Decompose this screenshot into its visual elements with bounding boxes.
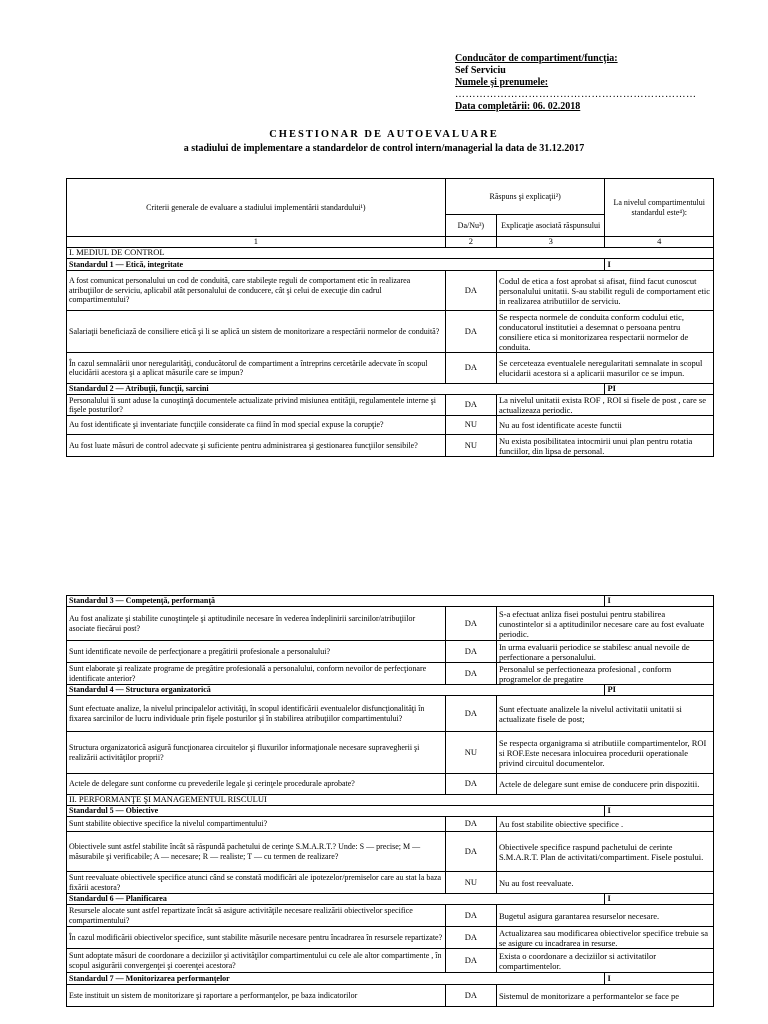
criterion-question: Sunt identificate nevoile de perfecţionare a pregătirii profesionale a personalului? (67, 641, 446, 663)
answer-da-nu: DA (445, 353, 496, 384)
header-level: La nivelul compartimentului standardul este⁴): (605, 179, 714, 237)
answer-explanation: Actele de delegare sunt emise de conducere prin dispozitii. (496, 774, 713, 795)
header-explanation: Explicaţie asociată răspunsului (496, 215, 605, 237)
criterion-question: Sunt elaborate şi realizate programe de pregătire profesională a personalului, conform nevoilor de perfecţionare identificate anterior? (67, 663, 446, 685)
answer-da-nu: DA (445, 774, 496, 795)
standard-heading: Standardul 3 — Competenţă, performanţă (67, 596, 605, 607)
column-number: 1 (67, 237, 446, 248)
criterion-question: În cazul modificării obiectivelor specifice, sunt stabilite măsurile necesare pentru încadrarea în resursele repartizate? (67, 927, 446, 949)
header-da-nu: Da/Nu³) (445, 215, 496, 237)
answer-explanation: Nu au fost identificate aceste functii (496, 416, 713, 435)
column-number: 2 (445, 237, 496, 248)
role-value: Sef Serviciu (455, 65, 506, 76)
answer-da-nu: NU (445, 435, 496, 457)
answer-explanation: Exista o coordonare a deciziilor si activitatilor compartimentelor. (496, 949, 713, 973)
criterion-question: Sunt stabilite obiective specifice la nivelul compartimentului? (67, 817, 446, 832)
answer-explanation: La nivelul unitatii exista ROF , ROI si fisele de post , care se actualizeaza periodic. (496, 395, 713, 416)
answer-explanation: Se respecta organigrama si atributiile compartimentelor, ROI si ROF.Este necesara inlocuirea procedurii operationale privind circuitul documentelor. (496, 732, 713, 774)
answer-da-nu: DA (445, 985, 496, 1007)
answer-da-nu: NU (445, 872, 496, 894)
column-number: 4 (605, 237, 714, 248)
answer-da-nu: DA (445, 663, 496, 685)
completion-date: Data completării: 06. 02.2018 (455, 101, 581, 112)
answer-da-nu: DA (445, 311, 496, 353)
criterion-question: A fost comunicat personalului un cod de conduită, care stabileşte reguli de comportament etic în realizarea atribuţiilor de serviciu, aplicabil atât personalului de conducere, cât şi celui de execuţie din cadrul compartimentului? (67, 271, 446, 311)
answer-explanation: S-a efectuat anliza fisei postului pentru stabilirea cunostintelor si a aptitudinilor necesare care au fost evaluate periodic. (496, 607, 713, 641)
section-heading: I. MEDIUL DE CONTROL (67, 248, 714, 259)
document-title: CHESTIONAR DE AUTOEVALUARE (269, 129, 499, 140)
standard-heading: Standardul 5 — Obiective (67, 806, 605, 817)
answer-explanation: Nu au fost reevaluate. (496, 872, 713, 894)
criterion-question: Sunt reevaluate obiectivele specifice atunci când se constată modificări ale ipotezelor/premiselor care au stat la baza fixării acestora? (67, 872, 446, 894)
answer-explanation: Sunt efectuate analizele la nivelul activitatii unitatii si actualizate fisele de post; (496, 696, 713, 732)
document-header (455, 53, 697, 113)
standard-level-mark: I (605, 894, 714, 905)
answer-explanation: Se respecta normele de conduita conform codului etic, conducatorul institutiei a desemnat o persoana pentru consiliere etica si monitorizarea respectarii normelor de conduita. (496, 311, 713, 353)
answer-explanation: Nu exista posibilitatea intocmirii unui plan pentru rotatia funciilor, din lipsa de personal. (496, 435, 713, 457)
standard-heading: Standardul 1 — Etică, integritate (67, 259, 605, 271)
answer-explanation: Sistemul de monitorizare a performantelor se face pe (496, 985, 713, 1007)
criterion-question: Structura organizatorică asigură funcţionarea circuitelor şi fluxurilor informaţionale necesare supravegherii şi realizării activităţilor proprii? (67, 732, 446, 774)
standard-level-mark: PI (605, 384, 714, 395)
name-placeholder-dots: …………………………………………………………… (455, 89, 697, 100)
answer-explanation: In urma evaluarii periodice se stabilesc anual nevoile de perfectionare a personalului. (496, 641, 713, 663)
answer-explanation: Au fost stabilite obiective specifice . (496, 817, 713, 832)
answer-da-nu: DA (445, 607, 496, 641)
criterion-question: Sunt adoptate măsuri de coordonare a deciziilor şi activităţilor compartimentului cu cele ale altor compartimente , în scopul asigurării convergenţei şi coerenţei acestora? (67, 949, 446, 973)
standard-level-mark: PI (605, 685, 714, 696)
answer-da-nu: NU (445, 732, 496, 774)
criterion-question: Au fost analizate şi stabilite cunoştinţele şi aptitudinile necesare în vederea îndeplinirii sarcinilor/atribuţiilor asociate fiecărui post? (67, 607, 446, 641)
answer-da-nu: DA (445, 905, 496, 927)
answer-da-nu: DA (445, 949, 496, 973)
column-number: 3 (496, 237, 605, 248)
answer-da-nu: DA (445, 271, 496, 311)
header-response: Răspuns şi explicaţii²) (445, 179, 605, 215)
criterion-question: Au fost identificate şi inventariate funcţiile considerate ca fiind în mod special expuse la corupţie? (67, 416, 446, 435)
criterion-question: Personalului îi sunt aduse la cunoştinţă documentele actualizate privind misiunea entităţii, regulamentele interne şi fişele posturilor? (67, 395, 446, 416)
evaluation-table-part-1 (66, 178, 714, 457)
standard-level-mark: I (605, 596, 714, 607)
criterion-question: Salariaţii beneficiază de consiliere etică şi li se aplică un sistem de monitorizare a respectării normelor de conduită? (67, 311, 446, 353)
standard-heading: Standardul 4 — Structura organizatorică (67, 685, 605, 696)
document-subtitle: a stadiului de implementare a standardelor de control intern/managerial la data de 31.12.2017 (183, 143, 585, 154)
criterion-question: Au fost luate măsuri de control adecvate şi suficiente pentru administrarea şi gestionarea funcţiilor sensibile? (67, 435, 446, 457)
name-label: Numele şi prenumele: (455, 77, 549, 88)
criterion-question: În cazul semnalării unor neregularităţi, conducătorul de compartiment a întreprins cercetările adecvate în scopul elucidării acestora şi a aplicat măsurile care se impun? (67, 353, 446, 384)
answer-da-nu: DA (445, 641, 496, 663)
header-criteria: Criterii generale de evaluare a stadiului implementării standardului¹) (67, 179, 446, 237)
answer-explanation: Personalul se perfectioneaza profesional , conform programelor de pregatire (496, 663, 713, 685)
standard-heading: Standardul 6 — Planificarea (67, 894, 605, 905)
answer-explanation: Se cerceteaza eventualele neregularitati semnalate in scopul elucidarii acestora si a aplicarii masurilor ce se impun. (496, 353, 713, 384)
answer-da-nu: DA (445, 832, 496, 872)
answer-explanation: Codul de etica a fost aprobat si afisat, fiind facut cunoscut personalului unitatii. S-au stabilit reguli de comportament etic in realizarea atributiilor de serviciu. (496, 271, 713, 311)
answer-da-nu: DA (445, 817, 496, 832)
standard-heading: Standardul 2 — Atribuţii, funcţii, sarcini (67, 384, 605, 395)
answer-da-nu: NU (445, 416, 496, 435)
standard-heading: Standardul 7 — Monitorizarea performanţelor (67, 973, 605, 985)
answer-da-nu: DA (445, 696, 496, 732)
standard-level-mark: I (605, 259, 714, 271)
answer-explanation: Actualizarea sau modificarea obiectivelor specifice trebuie sa se asigure cu incadrarea in resurse. (496, 927, 713, 949)
role-label: Conducător de compartiment/funcţia: (455, 53, 618, 64)
answer-da-nu: DA (445, 395, 496, 416)
evaluation-table-part-2 (66, 595, 714, 1007)
criterion-question: Obiectivele sunt astfel stabilite încât să răspundă pachetului de cerinţe S.M.A.R.T.? Unde: S — precise; M — măsurabile şi verificabile; A — necesare; R — realiste; T — cu termen de realizare? (67, 832, 446, 872)
answer-explanation: Bugetul asigura garantarea resurselor necesare. (496, 905, 713, 927)
standard-level-mark: I (605, 973, 714, 985)
criterion-question: Sunt efectuate analize, la nivelul principalelor activităţi, în scopul identificării eventualelor disfuncţionalităţi în fixarea sarcinilor de lucru individuale prin fişele posturilor şi în stabilirea atribuţiilor compartimentului? (67, 696, 446, 732)
answer-da-nu: DA (445, 927, 496, 949)
criterion-question: Resursele alocate sunt astfel repartizate încât să asigure activităţile necesare realizării obiectivelor specifice compartimentului? (67, 905, 446, 927)
criterion-question: Actele de delegare sunt conforme cu prevederile legale şi cerinţele procedurale aprobate? (67, 774, 446, 795)
answer-explanation: Obiectivele specifice raspund pachetului de cerinte S.M.A.R.T. Plan de activitati/compartiment. Fisele postului. (496, 832, 713, 872)
standard-level-mark: I (605, 806, 714, 817)
criterion-question: Este instituit un sistem de monitorizare şi raportare a performanţelor, pe baza indicatorilor (67, 985, 446, 1007)
section-heading: II. PERFORMANŢE ŞI MANAGEMENTUL RISCULUI (67, 795, 714, 806)
